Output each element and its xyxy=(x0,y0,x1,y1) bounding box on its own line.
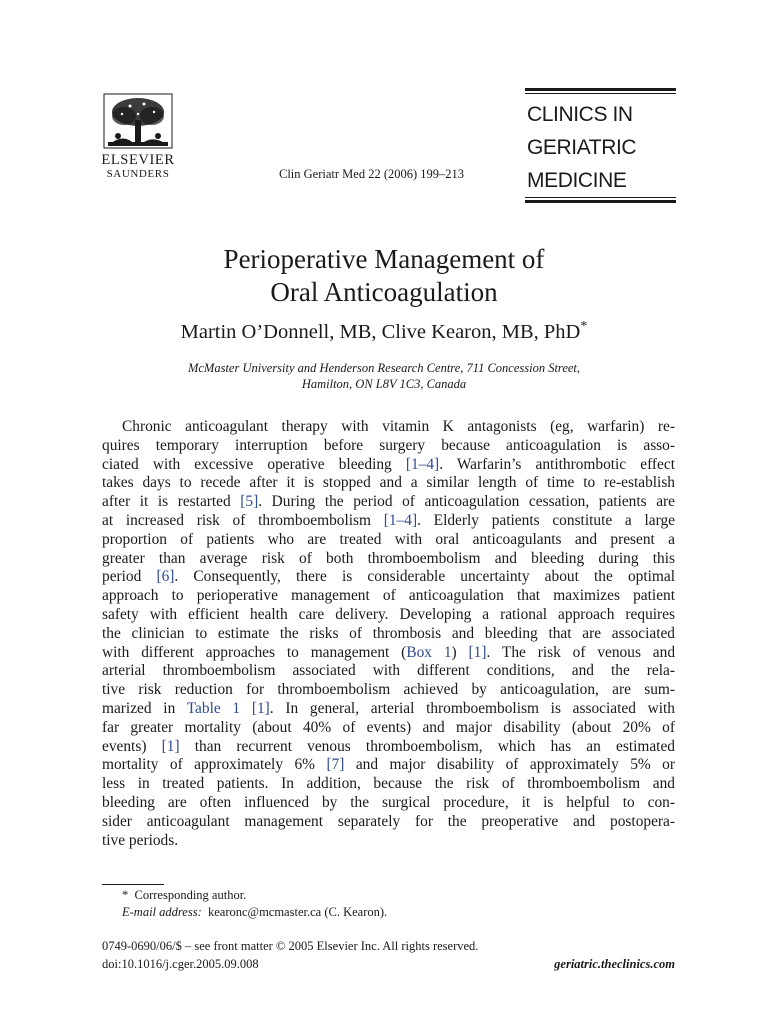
journal-title-line: GERIATRIC xyxy=(527,136,637,159)
body-text-segment: events) xyxy=(102,737,162,755)
body-text-segment: arterial thromboembolism associated with different conditions, and the rela- xyxy=(102,662,675,680)
affiliation-line: Hamilton, ON L8V 1C3, Canada xyxy=(301,377,467,391)
affiliation-line: McMaster University and Henderson Research Centre, 711 Concession Street, xyxy=(187,361,581,375)
email-address[interactable]: kearonc@mcmaster.ca (C. Kearon). xyxy=(208,905,388,919)
body-text-segment: bleeding are often influenced by the surgical procedure, it is helpful to con- xyxy=(102,793,675,811)
body-text-segment: than recurrent venous thromboembolism, which has an estimated xyxy=(179,737,675,755)
body-line xyxy=(102,625,675,644)
body-line xyxy=(102,474,675,493)
body-text-segment: approach to perioperative management of anticoagulation that maximizes patient xyxy=(102,587,675,605)
body-text-segment: . Warfarin’s antithrombotic effect xyxy=(439,455,675,473)
body-line xyxy=(102,587,675,606)
journal-title-block xyxy=(525,88,676,203)
body-text-segment: far greater mortality (about 40% of events) and major disability (about 20% of xyxy=(102,718,675,736)
body-text-segment: marized in xyxy=(102,699,187,717)
body-text-segment: with different approaches to management ( xyxy=(102,643,407,661)
citation-link[interactable]: [1] xyxy=(251,699,270,717)
body-text-segment: takes days to recede after it is stopped and a similar length of time to re-establish xyxy=(102,474,675,492)
body-line xyxy=(102,813,675,832)
citation-link[interactable]: Table 1 xyxy=(186,699,241,717)
body-text-segment: proportion of patients who are treated with oral anticoagulants and present a xyxy=(102,530,675,548)
article-title xyxy=(0,243,768,309)
journal-title-rule-top xyxy=(525,88,676,94)
body-line xyxy=(102,700,675,719)
footnote-email xyxy=(122,905,387,920)
body-text-segment: after it is restarted xyxy=(102,493,241,511)
citation-link[interactable]: [1–4] xyxy=(405,455,440,473)
publisher-name: ELSEVIER xyxy=(101,152,175,168)
body-line xyxy=(102,832,675,851)
citation-link[interactable]: Box 1 xyxy=(406,643,452,661)
body-line xyxy=(102,775,675,794)
body-text-segment: the clinician to estimate the risks of thrombosis and bleeding that are associated xyxy=(102,624,675,642)
journal-title-rule-bottom xyxy=(525,197,676,203)
body-line xyxy=(102,456,675,475)
body-line xyxy=(102,568,675,587)
body-line xyxy=(102,644,675,663)
body-text-segment: greater than average risk of both thromboembolism and bleeding during this xyxy=(102,549,675,567)
body-line xyxy=(102,794,675,813)
author-list: Martin O’Donnell, MB, Clive Kearon, MB, PhD xyxy=(180,321,581,343)
body-line xyxy=(102,418,675,437)
article-body-paragraph xyxy=(102,418,675,850)
body-text-segment: Chronic anticoagulant therapy with vitamin K antagonists (eg, warfarin) re- xyxy=(122,418,675,435)
footnote-corresponding xyxy=(122,888,246,903)
elsevier-tree-icon xyxy=(102,92,174,152)
body-text-segment: sider anticoagulant management separately for the preoperative and postopera- xyxy=(102,812,675,830)
body-text-segment: ) xyxy=(451,643,469,661)
doi-line[interactable]: doi:10.1016/j.cger.2005.09.008 xyxy=(102,957,259,971)
body-line xyxy=(102,550,675,569)
citation-link[interactable]: [1–4] xyxy=(383,511,418,529)
article-title-line: Perioperative Management of xyxy=(223,244,545,274)
footnote-divider xyxy=(102,884,164,885)
body-line xyxy=(102,512,675,531)
body-text-segment: . In general, arterial thromboembolism is associated with xyxy=(269,699,675,717)
body-text-segment: mortality of approximately 6% xyxy=(102,756,327,774)
body-line xyxy=(102,437,675,456)
body-text-segment: less in treated patients. In addition, because the risk of thromboembolism and xyxy=(102,775,675,793)
body-line xyxy=(102,756,675,775)
footnote-text: Corresponding author. xyxy=(134,888,247,902)
body-text-segment: . Elderly patients constitute a large xyxy=(417,511,675,529)
body-line xyxy=(102,662,675,681)
publisher-logo xyxy=(100,92,176,180)
body-text-segment: quires temporary interruption before surgery because anticoagulation is asso- xyxy=(102,436,675,454)
body-line xyxy=(102,606,675,625)
body-text-segment: . Consequently, there is considerable uncertainty about the optimal xyxy=(174,568,675,586)
body-text-segment: . The risk of venous and xyxy=(486,643,676,661)
copyright-line: 0749-0690/06/$ – see front matter © 2005 Elsevier Inc. All rights reserved. xyxy=(102,939,479,953)
article-title-line: Oral Anticoagulation xyxy=(270,277,498,307)
email-label: E-mail address: xyxy=(122,905,202,919)
citation-link[interactable]: [7] xyxy=(326,756,345,774)
body-text-segment: period xyxy=(102,568,157,586)
body-line xyxy=(102,719,675,738)
body-text-segment: and major disability of approximately 5% or xyxy=(344,756,675,774)
body-text-segment: tive risk reduction for thromboembolism achieved by anticoagulation, are sum- xyxy=(102,681,675,699)
body-line xyxy=(102,531,675,550)
body-text-segment: at increased risk of thromboembolism xyxy=(102,511,384,529)
body-text-segment: tive periods. xyxy=(102,831,179,849)
citation-link[interactable]: [1] xyxy=(161,737,180,755)
author-affiliation xyxy=(0,360,768,392)
article-authors xyxy=(0,319,768,344)
body-line xyxy=(102,681,675,700)
citation-link[interactable]: [6] xyxy=(156,568,175,586)
journal-website[interactable]: geriatric.theclinics.com xyxy=(554,957,675,971)
corresponding-author-mark: * xyxy=(580,319,588,334)
body-text-segment: ciated with excessive operative bleeding xyxy=(102,455,406,473)
body-line xyxy=(102,493,675,512)
body-text-segment xyxy=(240,700,252,717)
citation-link[interactable]: [1] xyxy=(468,643,487,661)
footnote-mark: * xyxy=(122,888,129,902)
journal-title-line: MEDICINE xyxy=(527,169,627,192)
body-text-segment: safety with efficient health care delivery. Developing a rational approach requires xyxy=(102,605,675,623)
citation-link[interactable]: [5] xyxy=(240,493,259,511)
journal-citation: Clin Geriatr Med 22 (2006) 199–213 xyxy=(279,167,465,181)
imprint-name: SAUNDERS xyxy=(106,167,170,180)
body-text-segment: . During the period of anticoagulation cessation, patients are xyxy=(258,493,675,511)
journal-title-line: CLINICS IN xyxy=(527,103,633,126)
body-line xyxy=(102,738,675,757)
